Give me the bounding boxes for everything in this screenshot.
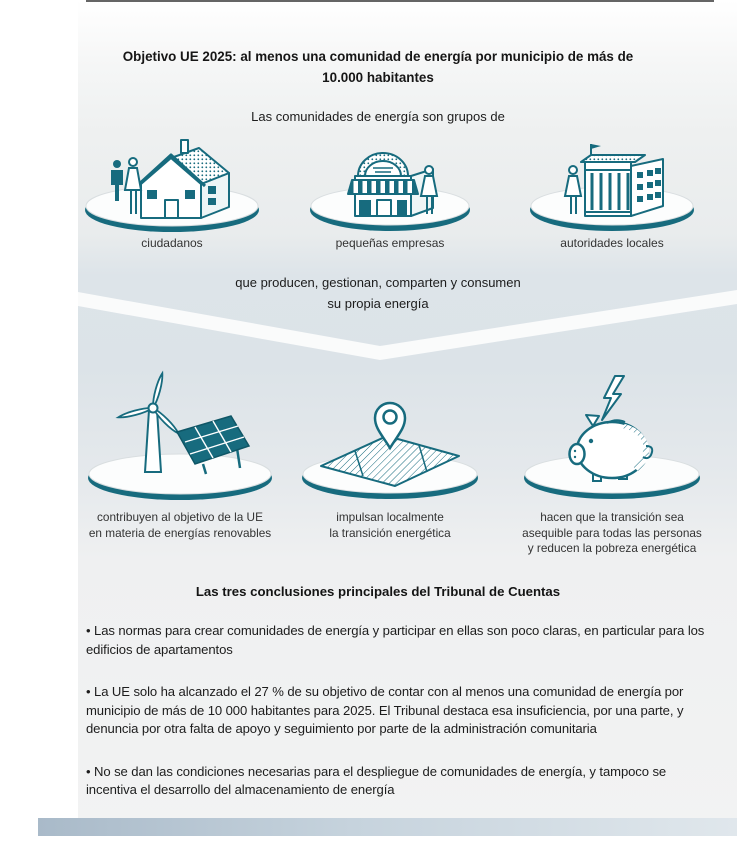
flow-text-line2: su propia energía: [327, 296, 429, 311]
benefit-renovables: [70, 368, 290, 541]
chevron-divider: [78, 282, 737, 374]
civic-building-icon: [517, 126, 707, 234]
benefit-label: hacen que la transición sea asequible para todas las personas y reducen la pobreza energética: [522, 510, 702, 555]
map-location-pin-icon: [285, 368, 495, 503]
conclusions-heading: Las tres conclusiones principales del Tribunal de Cuentas: [195, 584, 561, 599]
conclusion-bullet: • No se dan las condiciones necesarias para el despliegue de comunidades de energía, y tampoco se incentiva el desarrollo del almacenamiento de energía: [86, 763, 667, 797]
flow-text-line1: que producen, gestionan, comparten y consumen: [235, 275, 521, 290]
actor-ciudadanos: [72, 126, 272, 250]
page-title-line1: Objetivo UE 2025: al menos una comunidad de energía por municipio de más de: [122, 49, 634, 64]
actor-label: ciudadanos: [141, 236, 203, 250]
footer-gradient-bar: [38, 818, 737, 836]
top-border-line: [86, 0, 714, 2]
benefit-label: contribuyen al objetivo de la UE en materia de energías renovables: [88, 510, 272, 540]
benefit-transicion-local: [280, 368, 500, 541]
conclusion-bullet: • La UE solo ha alcanzado el 27 % de su objetivo de contar con al menos una comunidad de energía por municipio de más de 10 000 habitantes para 2025. El Tribunal destaca esa insuficiencia, por una parte, y denuncia por otra falta de apoyo y seguimiento por parte de la administración comunitaria: [86, 684, 684, 736]
intro-text: Las comunidades de energía son grupos de: [251, 109, 505, 124]
page-title: [48, 46, 708, 88]
benefit-label: impulsan localmente la transición energética: [329, 510, 451, 540]
benefit-asequible: [502, 368, 722, 557]
conclusion-bullet: • Las normas para crear comunidades de energía y participar en ellas son poco claras, en particular para los edificios de apartamentos: [86, 623, 705, 657]
wind-turbine-solar-panel-icon: [75, 368, 285, 503]
actor-label: pequeñas empresas: [335, 236, 445, 250]
conclusions-list: [86, 622, 708, 824]
piggy-bank-lightning-icon: [507, 368, 717, 503]
actor-pequenas-empresas: [290, 126, 490, 250]
house-with-people-icon: [77, 126, 267, 234]
page-title-line2: 10.000 habitantes: [322, 70, 434, 85]
small-shop-icon: [295, 126, 485, 234]
actor-autoridades-locales: [512, 126, 712, 250]
actor-label: autoridades locales: [560, 236, 664, 250]
